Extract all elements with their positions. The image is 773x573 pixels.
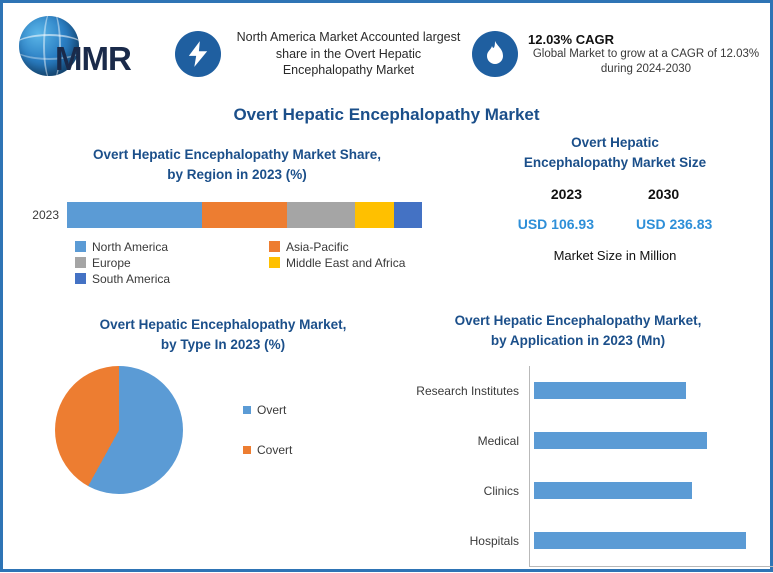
header-cagr-subtitle: Global Market to grow at a CAGR of 12.03% during 2024-2030 xyxy=(532,47,760,75)
flame-icon xyxy=(472,31,518,77)
header-highlight-region xyxy=(175,27,466,80)
legend-label: Covert xyxy=(257,442,293,457)
region-bar-segment xyxy=(394,202,422,228)
region-chart-title-line2: by Region in 2023 (%) xyxy=(167,167,307,183)
application-chart-title-line2: by Application in 2023 (Mn) xyxy=(490,333,666,349)
region-legend-item xyxy=(75,256,265,270)
application-chart xyxy=(383,311,773,567)
application-chart-title-line1: Overt Hepatic Encephalopathy Market, xyxy=(454,313,702,328)
application-bar xyxy=(534,382,686,399)
application-chart-title xyxy=(383,311,773,352)
legend-label: Asia-Pacific xyxy=(286,239,349,254)
region-bar-segment xyxy=(202,202,287,228)
legend-label: South America xyxy=(92,271,171,286)
legend-swatch xyxy=(75,241,86,252)
legend-swatch xyxy=(75,273,86,284)
type-legend-item xyxy=(243,403,292,417)
application-bar xyxy=(534,432,707,449)
application-bar-track xyxy=(529,516,773,566)
page-title: Overt Hepatic Encephalopathy Market xyxy=(233,105,540,124)
application-bar-row xyxy=(383,366,773,416)
region-legend-item xyxy=(75,272,265,286)
region-stacked-bar xyxy=(67,202,422,228)
market-size-values xyxy=(470,216,760,232)
application-bar xyxy=(534,532,746,549)
region-bar-segment xyxy=(67,202,202,228)
type-share-chart xyxy=(13,315,433,494)
type-chart-title-line1: Overt Hepatic Encephalopathy Market, xyxy=(99,317,347,332)
application-bar-row xyxy=(383,416,773,466)
type-legend xyxy=(243,377,292,483)
market-size-year-end: 2030 xyxy=(648,185,680,202)
type-legend-item xyxy=(243,443,292,457)
legend-swatch xyxy=(243,446,251,454)
region-legend-item xyxy=(269,240,459,254)
region-legend-item xyxy=(75,240,265,254)
legend-swatch xyxy=(269,241,280,252)
region-bar-segment xyxy=(287,202,354,228)
header xyxy=(3,3,770,99)
region-bar-segment xyxy=(355,202,394,228)
application-bar-track xyxy=(529,466,773,516)
application-bar-label: Medical xyxy=(477,433,519,448)
application-bar xyxy=(534,482,692,499)
region-bar-row xyxy=(17,202,457,228)
pie-chart xyxy=(55,366,183,494)
market-size-years xyxy=(470,186,760,202)
content-area xyxy=(3,125,770,573)
application-bar-label: Research Institutes xyxy=(416,383,519,398)
region-legend-item xyxy=(269,256,459,270)
region-chart-title xyxy=(17,145,457,186)
type-chart-title xyxy=(13,315,433,356)
legend-label: Overt xyxy=(257,402,287,417)
brand-name: MMR xyxy=(55,40,131,77)
market-size-value-start: USD 106.93 xyxy=(517,215,594,232)
market-size-title-line1: Overt Hepatic xyxy=(571,135,659,150)
application-bar-row xyxy=(383,516,773,566)
lightning-bolt-icon xyxy=(175,31,221,77)
legend-swatch xyxy=(243,406,251,414)
header-highlight-region-text: North America Market Accounted largest share in the Overt Hepatic Encephalopathy Market xyxy=(236,29,461,78)
type-chart-title-line2: by Type In 2023 (%) xyxy=(160,337,286,353)
legend-label: Europe xyxy=(92,255,131,270)
application-bar-track xyxy=(529,366,773,416)
region-legend xyxy=(75,240,457,286)
market-size-unit: Market Size in Million xyxy=(553,247,677,263)
market-size-value-end: USD 236.83 xyxy=(636,215,713,232)
legend-label: North America xyxy=(92,239,169,254)
application-bar-track xyxy=(529,416,773,466)
legend-label: Middle East and Africa xyxy=(286,255,406,270)
application-bars xyxy=(383,366,773,566)
market-size-title-line2: Encephalopathy Market Size xyxy=(523,155,707,171)
application-axis-line xyxy=(529,566,773,567)
brand-logo xyxy=(9,14,169,92)
application-bar-label: Clinics xyxy=(483,483,519,498)
type-chart-body xyxy=(13,366,433,494)
region-share-chart xyxy=(17,145,457,286)
market-size-year-start: 2023 xyxy=(550,185,582,202)
region-bar-category-label: 2023 xyxy=(32,207,59,222)
header-highlight-cagr xyxy=(472,29,764,77)
region-chart-title-line1: Overt Hepatic Encephalopathy Market Share, xyxy=(92,147,382,162)
market-size-title xyxy=(470,133,760,174)
legend-swatch xyxy=(75,257,86,268)
market-size-panel xyxy=(470,133,760,263)
application-bar-label: Hospitals xyxy=(469,533,519,548)
application-bar-row xyxy=(383,466,773,516)
header-cagr-title: 12.03% CAGR xyxy=(528,31,614,47)
legend-swatch xyxy=(269,257,280,268)
